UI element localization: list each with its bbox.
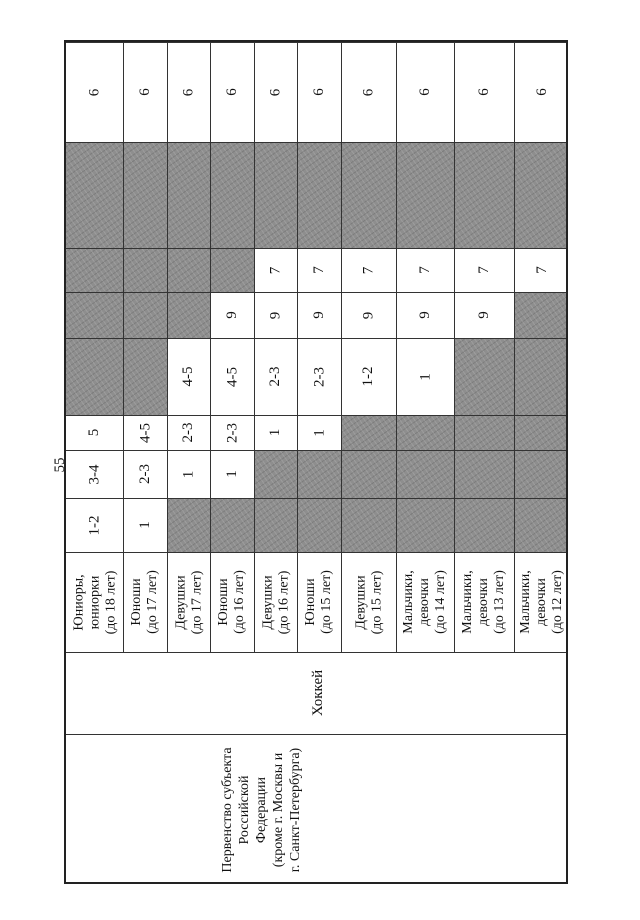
shaded-cell bbox=[123, 292, 167, 338]
row-divider bbox=[66, 734, 568, 735]
place-value: 6 bbox=[86, 88, 102, 96]
shaded-cell bbox=[66, 248, 123, 292]
shaded-cell bbox=[341, 498, 396, 552]
age-group-label: Мальчики, девочки (до 14 лет) bbox=[401, 570, 448, 634]
place-value: 1-2 bbox=[86, 515, 102, 535]
age-group-label: Девушки (до 16 лет) bbox=[259, 570, 291, 634]
page-number: 55 bbox=[52, 457, 68, 473]
shaded-cell bbox=[514, 415, 568, 450]
shaded-cell bbox=[254, 450, 297, 498]
place-value: 6 bbox=[267, 88, 283, 96]
place-value: 7 bbox=[267, 266, 283, 274]
place-value: 6 bbox=[416, 88, 433, 96]
place-value: 7 bbox=[360, 266, 376, 274]
shaded-cell bbox=[167, 248, 210, 292]
shaded-cell bbox=[297, 142, 341, 248]
place-value: 9 bbox=[310, 311, 327, 319]
shaded-cell bbox=[454, 415, 514, 450]
age-group-label: Мальчики, девочки (до 12 лет) bbox=[518, 570, 565, 634]
place-value: 9 bbox=[475, 311, 492, 319]
shaded-cell bbox=[454, 142, 514, 248]
place-value: 6 bbox=[533, 88, 550, 96]
place-value: 6 bbox=[360, 88, 376, 96]
shaded-cell bbox=[123, 248, 167, 292]
shaded-cell bbox=[396, 415, 454, 450]
place-value: 2-3 bbox=[180, 422, 196, 443]
age-group-label: Юниоры, юниорки (до 18 лет) bbox=[70, 570, 118, 634]
shaded-cell bbox=[454, 498, 514, 552]
shaded-cell bbox=[341, 142, 396, 248]
shaded-cell bbox=[167, 142, 210, 248]
age-group-label: Юноши (до 16 лет) bbox=[216, 570, 247, 634]
place-value: 1 bbox=[310, 428, 327, 437]
shaded-cell bbox=[514, 498, 568, 552]
shaded-cell bbox=[66, 142, 123, 248]
shaded-cell bbox=[66, 338, 123, 415]
shaded-cell bbox=[514, 338, 568, 415]
age-group-label: Юноши (до 15 лет) bbox=[303, 570, 334, 634]
place-value: 1 bbox=[267, 428, 283, 437]
place-value: 1-2 bbox=[360, 366, 376, 387]
place-value: 2-3 bbox=[223, 422, 240, 443]
place-value: 6 bbox=[223, 88, 240, 96]
shaded-cell bbox=[454, 338, 514, 415]
shaded-cell bbox=[66, 292, 123, 338]
place-value: 9 bbox=[416, 311, 433, 319]
shaded-cell bbox=[514, 292, 568, 338]
place-value: 7 bbox=[310, 266, 327, 274]
place-value: 9 bbox=[267, 311, 283, 319]
place-value: 9 bbox=[360, 311, 376, 319]
competition-title: Первенство субъекта Российской Федерации (кроме г. Москвы и г. Санкт-Петербурга) bbox=[219, 747, 303, 873]
shaded-cell bbox=[167, 292, 210, 338]
shaded-cell bbox=[123, 338, 167, 415]
rotated-table bbox=[64, 40, 568, 884]
place-value: 7 bbox=[475, 266, 492, 274]
place-value: 4-5 bbox=[136, 422, 153, 443]
shaded-cell bbox=[396, 450, 454, 498]
shaded-cell bbox=[297, 498, 341, 552]
place-value: 7 bbox=[416, 266, 433, 274]
place-value: 6 bbox=[136, 88, 153, 96]
place-value: 6 bbox=[180, 88, 196, 96]
place-value: 2-3 bbox=[310, 366, 327, 387]
place-value: 6 bbox=[310, 88, 327, 96]
place-value: 2-3 bbox=[136, 464, 153, 484]
place-value: 7 bbox=[533, 266, 550, 274]
place-value: 5 bbox=[86, 428, 102, 437]
shaded-cell bbox=[167, 498, 210, 552]
place-value: 2-3 bbox=[267, 366, 283, 387]
shaded-cell bbox=[514, 450, 568, 498]
age-group-label: Юноши (до 17 лет) bbox=[129, 570, 160, 634]
sport-name: Хоккей bbox=[309, 669, 326, 717]
place-value: 1 bbox=[416, 372, 433, 381]
place-value: 1 bbox=[136, 521, 153, 529]
place-value: 1 bbox=[223, 470, 240, 478]
shaded-cell bbox=[210, 142, 254, 248]
shaded-cell bbox=[341, 450, 396, 498]
shaded-cell bbox=[396, 498, 454, 552]
place-value: 3-4 bbox=[86, 464, 102, 484]
shaded-cell bbox=[123, 142, 167, 248]
shaded-cell bbox=[454, 450, 514, 498]
shaded-cell bbox=[210, 498, 254, 552]
place-value: 4-5 bbox=[223, 366, 240, 387]
place-value: 1 bbox=[180, 470, 196, 478]
shaded-cell bbox=[396, 142, 454, 248]
age-group-label: Девушки (до 17 лет) bbox=[172, 570, 204, 634]
shaded-cell bbox=[514, 142, 568, 248]
age-group-label: Мальчики, девочки (до 13 лет) bbox=[460, 570, 507, 634]
place-value: 4-5 bbox=[180, 366, 196, 387]
shaded-cell bbox=[254, 498, 297, 552]
age-group-label: Девушки (до 15 лет) bbox=[352, 570, 384, 634]
shaded-cell bbox=[297, 450, 341, 498]
shaded-cell bbox=[210, 248, 254, 292]
shaded-cell bbox=[254, 142, 297, 248]
shaded-cell bbox=[341, 415, 396, 450]
place-value: 9 bbox=[223, 311, 240, 319]
place-value: 6 bbox=[475, 88, 492, 96]
